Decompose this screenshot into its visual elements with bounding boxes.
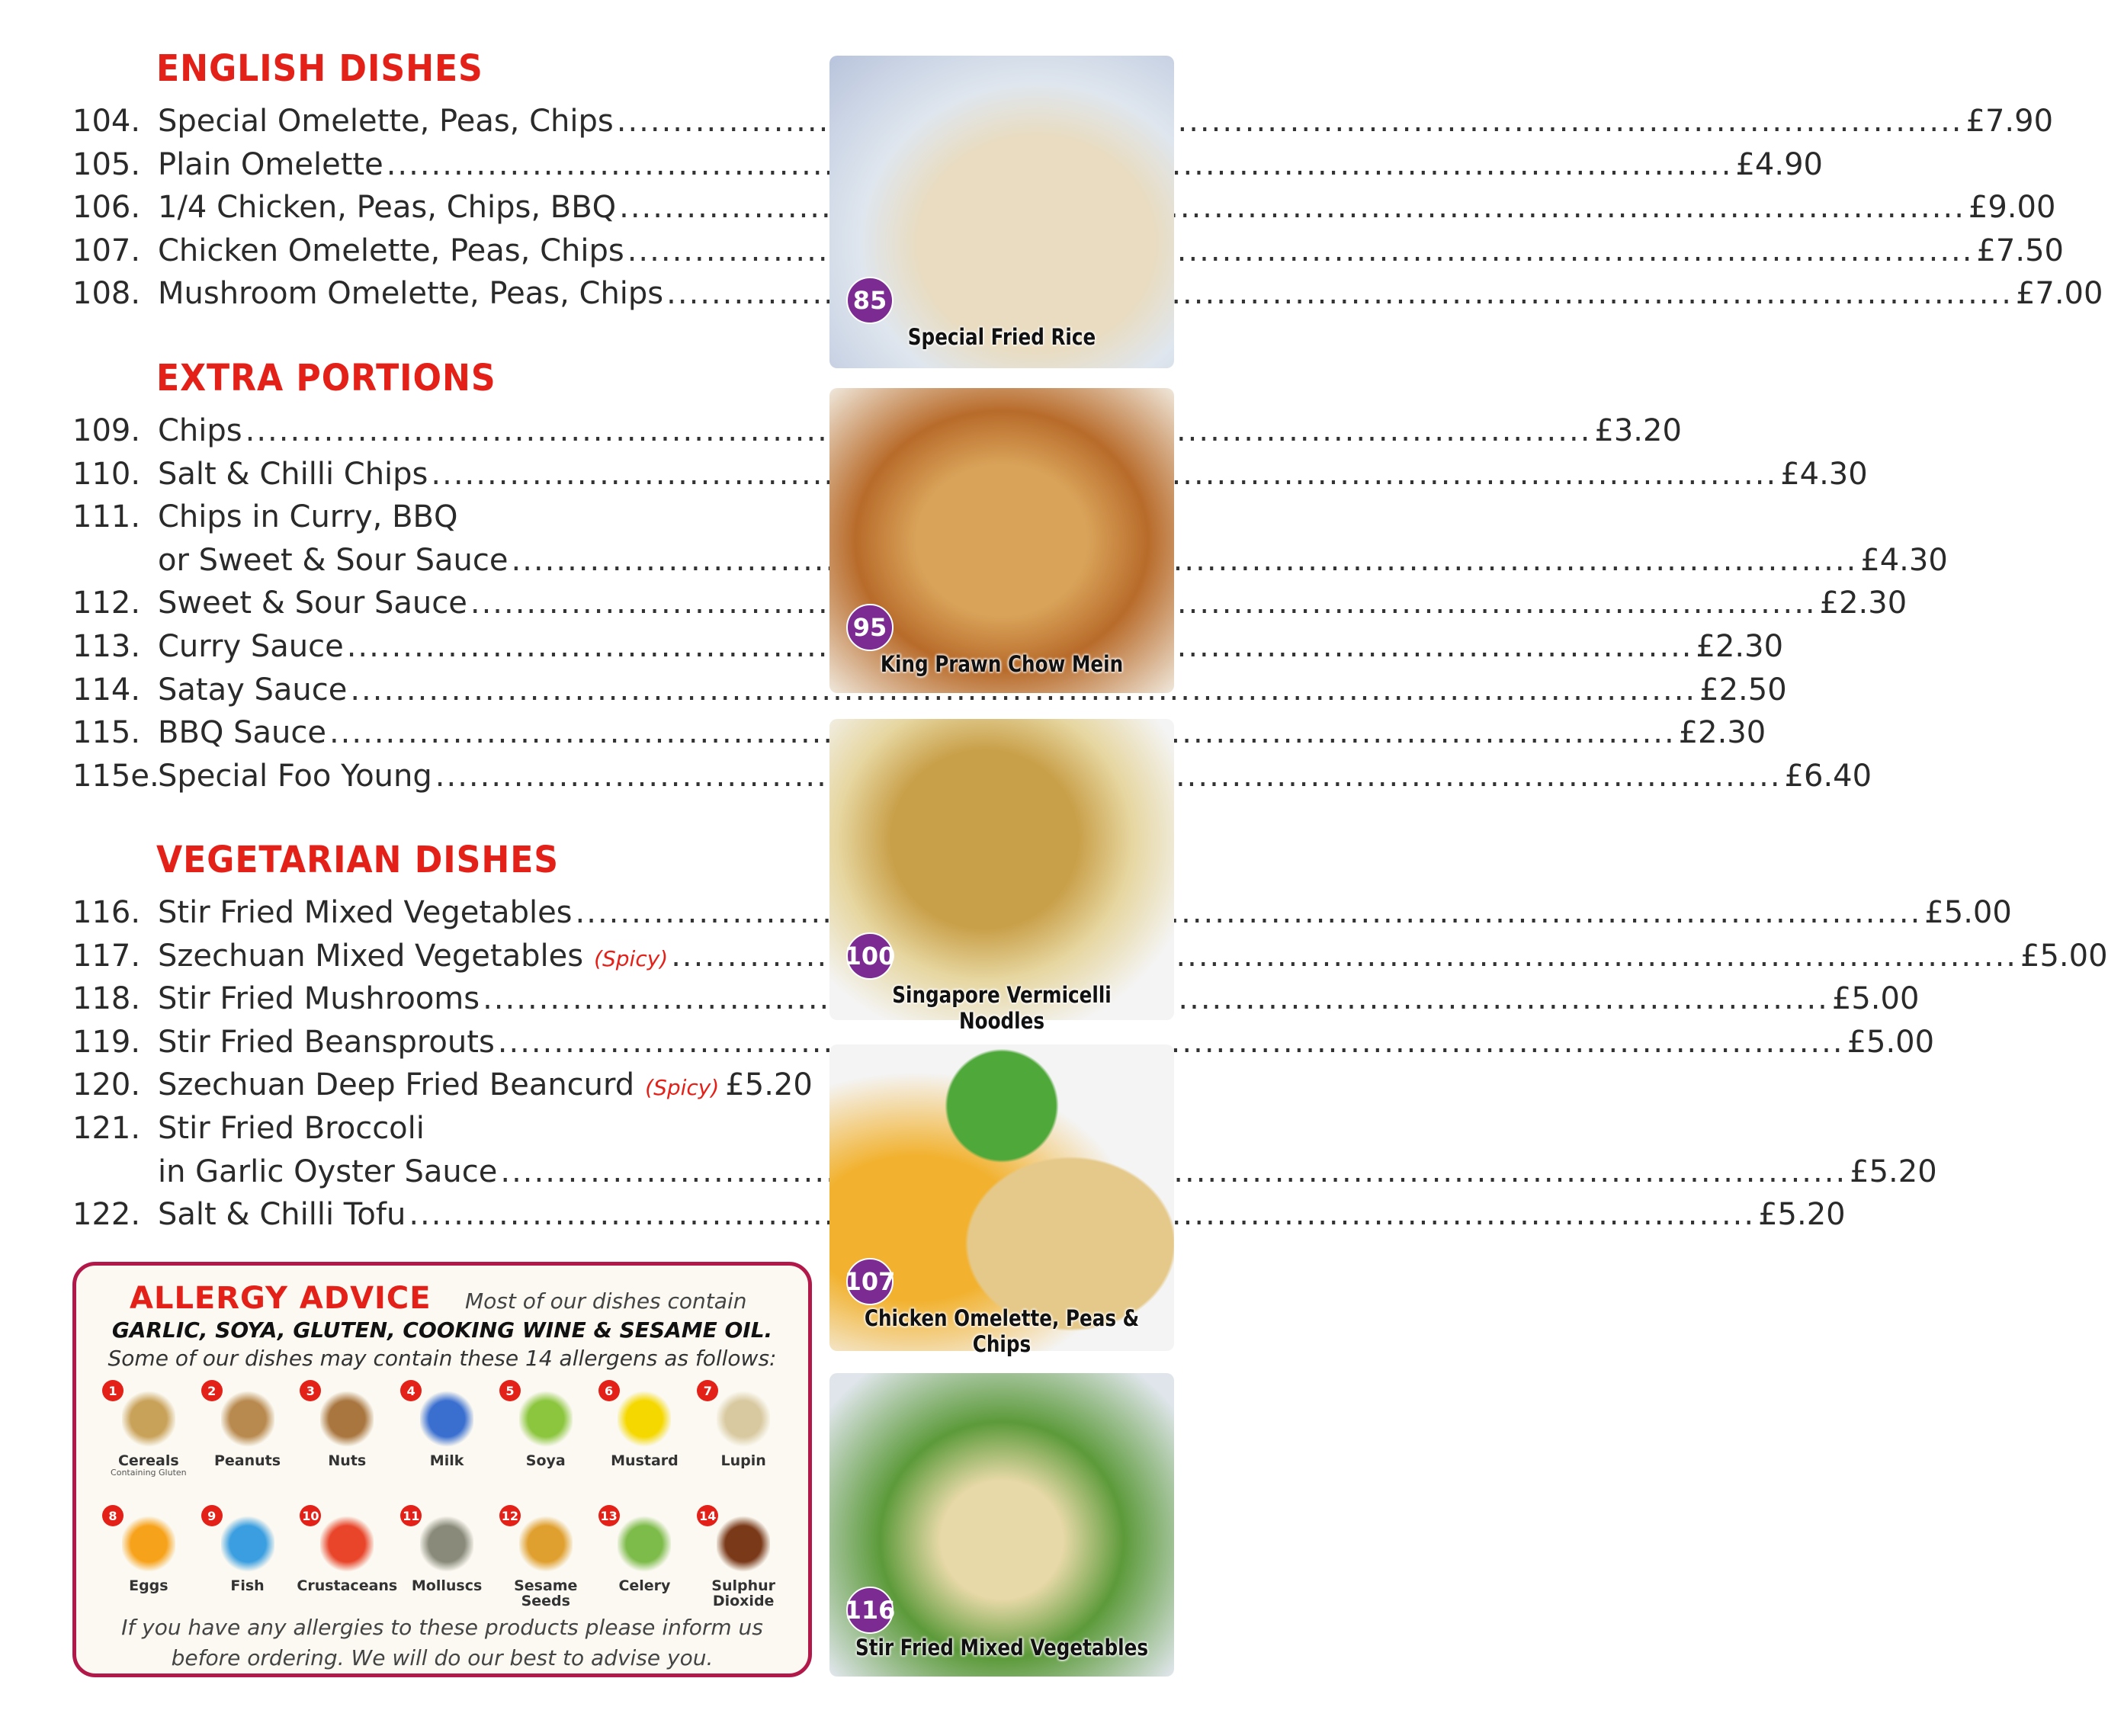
item-name: 1/4 Chicken, Peas, Chips, BBQ <box>158 190 617 226</box>
item-number: 117. <box>72 938 141 974</box>
allergen-icon <box>717 1514 770 1574</box>
item-name: Szechuan Deep Fried Beancurd <box>158 1067 635 1103</box>
item-number: 118. <box>72 981 141 1017</box>
dish-number-badge: 116 <box>846 1587 894 1634</box>
item-number: 119. <box>72 1024 141 1060</box>
allergen-soya <box>496 1380 595 1494</box>
menu-item <box>72 758 1872 802</box>
item-name: Satay Sauce <box>158 672 348 708</box>
allergen-label: Molluscs <box>411 1577 483 1594</box>
menu-item <box>72 146 1823 191</box>
allergen-label: Sulphur Dioxide <box>711 1577 776 1609</box>
allergen-nuts <box>297 1380 397 1494</box>
allergen-number-badge: 7 <box>697 1380 718 1401</box>
item-name-line2: or Sweet & Sour Sauce <box>158 542 509 578</box>
allergen-number-badge: 5 <box>499 1380 521 1401</box>
spicy-tag: (Spicy) <box>645 1075 720 1101</box>
allergen-icon <box>122 1389 175 1449</box>
allergy-advice-box <box>72 1262 812 1677</box>
item-name: Stir Fried Mixed Vegetables <box>158 895 573 930</box>
allergen-label: Milk <box>429 1452 464 1469</box>
allergen-number-badge: 2 <box>201 1380 223 1401</box>
section-heading: ENGLISH DISHES <box>156 47 483 90</box>
item-name: Szechuan Mixed Vegetables <box>158 938 584 974</box>
item-price: £7.50 <box>1976 233 2064 268</box>
allergen-number-badge: 10 <box>300 1505 321 1526</box>
item-number: 110. <box>72 456 141 492</box>
item-number: 116. <box>72 895 141 930</box>
allergen-label: Peanuts <box>213 1452 281 1469</box>
allergen-label: Cereals <box>117 1452 179 1469</box>
section-heading: EXTRA PORTIONS <box>156 357 496 400</box>
item-name: Special Omelette, Peas, Chips <box>158 104 614 139</box>
item-price: £5.00 <box>1831 981 1920 1017</box>
allergen-lupin <box>694 1380 793 1494</box>
allergen-label: Sesame Seeds <box>514 1577 578 1609</box>
allergen-number-badge: 6 <box>598 1380 620 1401</box>
dot-leader <box>512 543 1858 578</box>
item-number: 113. <box>72 628 141 664</box>
item-name: Special Foo Young <box>158 758 432 794</box>
item-price: £5.20 <box>1758 1197 1846 1233</box>
item-name: BBQ Sauce <box>158 715 326 751</box>
menu-item <box>72 233 2064 277</box>
section-heading: VEGETARIAN DISHES <box>156 839 560 881</box>
menu-item <box>72 499 812 543</box>
item-price: £5.00 <box>1924 895 2012 930</box>
allergen-label: Fish <box>230 1577 265 1594</box>
allergen-molluscs <box>397 1505 496 1619</box>
dish-number-badge: 107 <box>846 1258 894 1305</box>
item-name-line2: in Garlic Oyster Sauce <box>158 1154 498 1189</box>
photo-caption: Chicken Omelette, Peas & Chips <box>864 1305 1140 1357</box>
allergen-icon <box>221 1389 274 1449</box>
photo-special-fried-rice <box>829 56 1174 368</box>
allergy-intro: Most of our dishes contain <box>465 1288 747 1314</box>
menu-item <box>72 104 2054 147</box>
menu-item <box>72 672 1787 716</box>
spicy-tag: (Spicy) <box>594 945 669 971</box>
allergen-icon <box>320 1389 374 1449</box>
item-price: £5.20 <box>725 1067 813 1103</box>
item-number: 112. <box>72 586 141 621</box>
item-name: Mushroom Omelette, Peas, Chips <box>158 276 664 312</box>
menu-item <box>72 190 2056 233</box>
item-number: 111. <box>72 499 141 535</box>
item-name: Curry Sauce <box>158 628 344 664</box>
item-name: Chicken Omelette, Peas, Chips <box>158 233 624 268</box>
allergen-icon <box>519 1389 573 1449</box>
allergen-icon <box>122 1514 175 1574</box>
item-price: £2.30 <box>1819 586 1907 621</box>
dish-number-badge: 95 <box>846 604 894 651</box>
photo-caption: Special Fried Rice <box>907 324 1096 350</box>
allergen-icon <box>618 1389 671 1449</box>
item-name: Stir Fried Broccoli <box>158 1110 425 1146</box>
item-price: £7.90 <box>1965 104 2054 139</box>
allergen-icon <box>320 1514 374 1574</box>
item-name: Stir Fried Beansprouts <box>158 1024 495 1060</box>
allergen-sesame-seeds <box>496 1505 595 1619</box>
item-price: £5.00 <box>2020 938 2108 974</box>
allergen-label: Nuts <box>328 1452 367 1469</box>
item-price: £2.30 <box>1696 628 1784 664</box>
allergen-label: Soya <box>525 1452 566 1469</box>
allergen-celery <box>595 1505 695 1619</box>
allergen-sulphur-dioxide <box>694 1505 793 1619</box>
menu-item-continued <box>72 1154 1937 1198</box>
dish-number-badge: 100 <box>846 932 894 980</box>
menu-item <box>72 895 2012 939</box>
allergen-number-badge: 3 <box>300 1380 321 1401</box>
allergy-footer-line: before ordering. We will do our best to advise you. <box>171 1645 714 1670</box>
menu-item <box>72 1067 812 1111</box>
item-number: 120. <box>72 1067 141 1103</box>
allergen-icon <box>420 1514 473 1574</box>
item-name: Chips in Curry, BBQ <box>158 499 458 535</box>
allergen-number-badge: 8 <box>102 1505 124 1526</box>
item-price: £4.30 <box>1860 542 1948 578</box>
item-price: £5.20 <box>1850 1154 1937 1189</box>
item-price: £3.20 <box>1594 413 1682 448</box>
photo-stir-fried-vegetables <box>829 1373 1174 1677</box>
item-number: 106. <box>72 190 141 226</box>
allergen-icon <box>420 1389 473 1449</box>
allergen-number-badge: 11 <box>400 1505 422 1526</box>
menu-item <box>72 456 1868 500</box>
item-name: Salt & Chilli Chips <box>158 456 428 492</box>
item-price: £7.00 <box>2015 276 2103 312</box>
allergen-label: Mustard <box>611 1452 679 1469</box>
allergen-grid <box>99 1380 793 1619</box>
photo-caption: King Prawn Chow Mein <box>880 651 1124 677</box>
item-name: Stir Fried Mushrooms <box>158 981 480 1017</box>
dot-leader <box>619 190 1965 225</box>
item-name: Salt & Chilli Tofu <box>158 1197 406 1233</box>
dot-leader <box>576 895 1922 930</box>
allergen-mustard <box>595 1380 695 1494</box>
item-price: £4.30 <box>1780 456 1868 492</box>
item-number: 108. <box>72 276 141 312</box>
item-price: £9.00 <box>1968 190 2056 226</box>
item-price: £4.90 <box>1735 146 1823 182</box>
allergen-icon <box>221 1514 274 1574</box>
item-price: £2.30 <box>1678 715 1766 751</box>
allergy-common-ingredients: GARLIC, SOYA, GLUTEN, COOKING WINE & SESAME OIL. <box>111 1317 773 1343</box>
item-number: 121. <box>72 1110 141 1146</box>
allergen-label: Lupin <box>720 1452 766 1469</box>
allergen-number-badge: 14 <box>697 1505 718 1526</box>
allergen-number-badge: 4 <box>400 1380 422 1401</box>
menu-item-continued <box>72 542 1948 586</box>
allergen-number-badge: 1 <box>102 1380 124 1401</box>
photo-caption: Singapore Vermicelli Noodles <box>892 982 1112 1034</box>
allergen-label: Crustaceans <box>297 1577 398 1594</box>
menu-item <box>72 1024 1935 1068</box>
allergen-milk <box>397 1380 496 1494</box>
allergen-crustaceans <box>297 1505 397 1619</box>
photo-singapore-vermicelli <box>829 719 1174 1034</box>
allergen-peanuts <box>198 1380 297 1494</box>
allergen-number-badge: 9 <box>201 1505 223 1526</box>
allergy-title: ALLERGY ADVICE <box>130 1281 432 1316</box>
allergy-footer <box>76 1612 808 1673</box>
item-name: Chips <box>158 413 242 448</box>
item-price: £5.00 <box>1847 1024 1935 1060</box>
allergen-icon <box>519 1514 573 1574</box>
allergen-icon <box>618 1514 671 1574</box>
allergen-sublabel: Containing Gluten <box>111 1468 187 1478</box>
allergen-icon <box>717 1389 770 1449</box>
allergen-eggs <box>99 1505 198 1619</box>
item-number: 114. <box>72 672 141 708</box>
item-name: Plain Omelette <box>158 146 383 182</box>
photo-king-prawn-chow-mein <box>829 388 1174 693</box>
allergy-footer-line: If you have any allergies to these products please inform us <box>121 1615 763 1640</box>
allergen-cereals <box>99 1380 198 1494</box>
item-number: 104. <box>72 104 141 139</box>
item-number: 115e. <box>72 758 159 794</box>
allergen-fish <box>198 1505 297 1619</box>
item-price: £2.50 <box>1699 672 1787 708</box>
dot-leader <box>617 104 1963 139</box>
allergen-label: Celery <box>618 1577 671 1594</box>
allergen-number-badge: 12 <box>499 1505 521 1526</box>
allergen-label: Eggs <box>129 1577 168 1594</box>
allergy-subtitle: Some of our dishes may contain these 14 allergens as follows: <box>107 1346 777 1371</box>
allergen-number-badge: 13 <box>598 1505 620 1526</box>
item-number: 105. <box>72 146 141 182</box>
photo-caption: Stir Fried Mixed Vegetables <box>855 1635 1149 1661</box>
item-number: 122. <box>72 1197 141 1233</box>
menu-item <box>72 413 1682 457</box>
dish-number-badge: 85 <box>846 277 894 324</box>
item-number: 107. <box>72 233 141 268</box>
menu-item <box>72 1111 812 1154</box>
photo-chicken-omelette <box>829 1044 1174 1357</box>
item-price: £6.40 <box>1784 758 1872 794</box>
item-number: 115. <box>72 715 141 751</box>
menu-item <box>72 715 1766 759</box>
item-number: 109. <box>72 413 141 448</box>
item-name: Sweet & Sour Sauce <box>158 586 467 621</box>
menu-item <box>72 1197 1846 1240</box>
